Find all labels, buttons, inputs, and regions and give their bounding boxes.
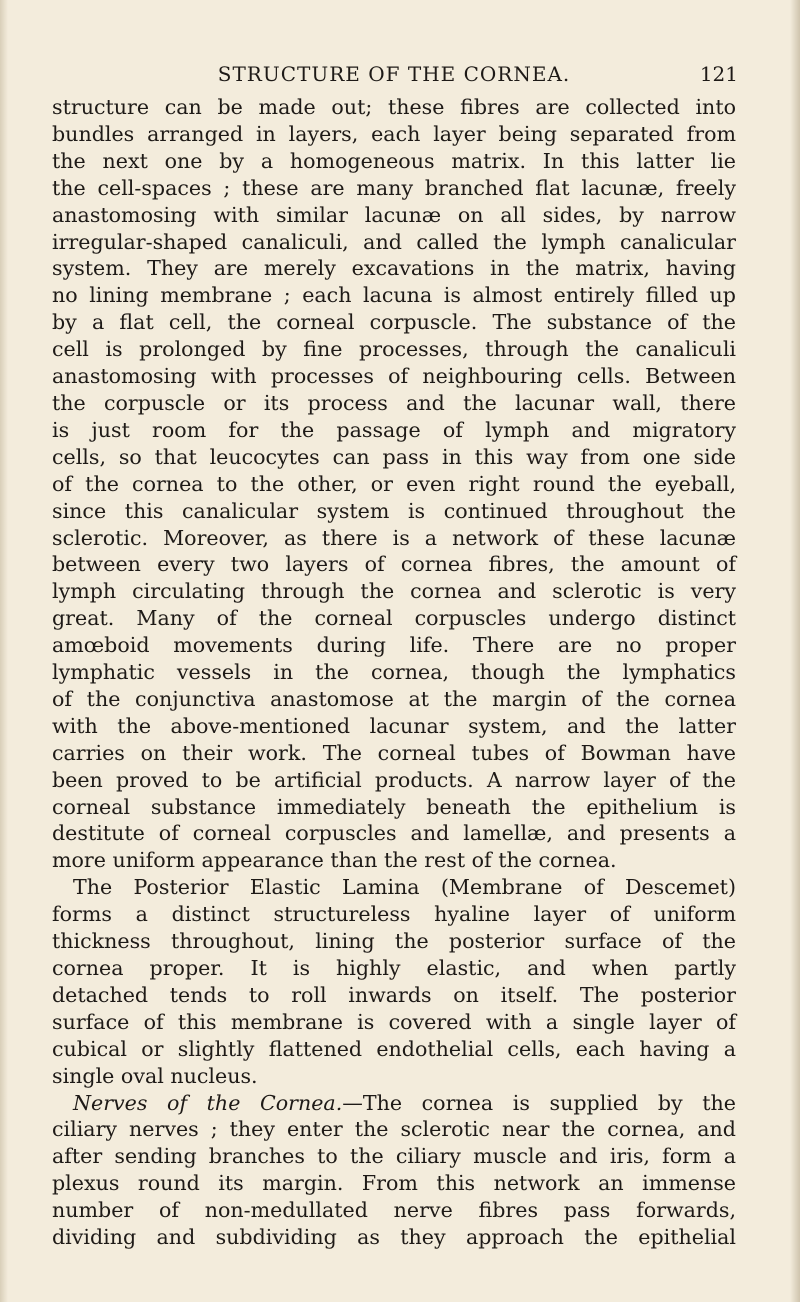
page-edge-right [790, 0, 800, 1302]
paragraph-line: The Posterior Elastic Lamina (Membrane of Descemet) [73, 875, 736, 900]
paragraph-line: by a flat cell, the corneal corpuscle. The substance of the [52, 310, 736, 335]
paragraph-line: plexus round its margin. From this network an immense [52, 1171, 736, 1196]
paragraph-line: cells, so that leucocytes can pass in this way from one side [52, 444, 736, 469]
paragraph-line: been proved to be artificial products. A narrow layer of the [52, 767, 736, 792]
page-edge-left [0, 0, 8, 1302]
paragraph-line: lymph circulating through the cornea and sclerotic is very [52, 579, 736, 604]
paragraph-line: irregular-shaped canaliculi, and called the lymph canalicular [52, 229, 736, 254]
page-number: 121 [699, 62, 738, 86]
paragraph-line: destitute of corneal corpuscles and lamellæ, and presents a [52, 821, 736, 846]
paragraph-line: detached tends to roll inwards on itself. The posterior [52, 982, 736, 1007]
paragraph-line: the cell-spaces ; these are many branched flat lacunæ, freely [52, 175, 736, 200]
paragraph-line: of the conjunctiva anastomose at the margin of the cornea [52, 686, 736, 711]
paragraph-line [52, 1090, 736, 1117]
paragraph-line: the next one by a homogeneous matrix. In this latter lie [52, 148, 736, 173]
paragraph-line: ciliary nerves ; they enter the sclerotic near the cornea, and [52, 1117, 736, 1142]
paragraph-line: lymphatic vessels in the cornea, though the lymphatics [52, 660, 736, 685]
paragraph-line: between every two layers of cornea fibres, the amount of [52, 552, 736, 577]
paragraph-line: system. They are merely excavations in the matrix, having [52, 256, 736, 281]
paragraph-line: the corpuscle or its process and the lacunar wall, there [52, 390, 736, 415]
paragraph-line: more uniform appearance than the rest of the cornea. [52, 848, 617, 873]
paragraph-line: of the cornea to the other, or even right round the eyeball, [52, 471, 736, 496]
page-header [50, 62, 738, 92]
paragraph-line: is just room for the passage of lymph and migratory [52, 417, 736, 442]
paragraph-line: anastomosing with similar lacunæ on all sides, by narrow [52, 202, 736, 227]
paragraph-line: thickness throughout, lining the posterior surface of the [52, 929, 736, 954]
paragraph-line: number of non-medullated nerve fibres pass forwards, [52, 1198, 736, 1223]
section-heading-italic: Nerves of the Cornea. [73, 1090, 343, 1115]
running-head: STRUCTURE OF THE CORNEA. [217, 62, 571, 86]
paragraph-line: forms a distinct structureless hyaline layer of uniform [52, 902, 736, 927]
paragraph-line: great. Many of the corneal corpuscles undergo distinct [52, 606, 736, 631]
paragraph-line: sclerotic. Moreover, as there is a network of these lacunæ [52, 525, 736, 550]
paragraph-line: after sending branches to the ciliary muscle and iris, form a [52, 1144, 736, 1169]
paragraph-line: surface of this membrane is covered with a single layer of [52, 1009, 736, 1034]
paragraph-line: carries on their work. The corneal tubes of Bowman have [52, 740, 736, 765]
paragraph-line: no lining membrane ; each lacuna is almost entirely filled up [52, 283, 736, 308]
paragraph-line: dividing and subdividing as they approach the epithelial [52, 1225, 736, 1250]
paragraph-line: amœboid movements during life. There are no proper [52, 633, 736, 658]
paragraph-line: structure can be made out; these fibres are collected into [52, 95, 736, 119]
body-text [52, 94, 736, 1251]
paragraph-line: bundles arranged in layers, each layer being separated from [52, 121, 736, 146]
paragraph-line: cornea proper. It is highly elastic, and when partly [52, 956, 736, 980]
paragraph-line: since this canalicular system is continued throughout the [52, 498, 736, 523]
paragraph-line: single oval nucleus. [52, 1063, 258, 1088]
paragraph-line: with the above-mentioned lacunar system, and the latter [52, 713, 736, 738]
paragraph-nerves-of-cornea [52, 1090, 736, 1251]
paragraph-line: cell is prolonged by fine processes, through the canaliculi [52, 337, 736, 362]
paragraph-line-rest: —The cornea is supplied by the [342, 1090, 736, 1115]
paragraph-lymph-canalicular-system [52, 94, 736, 874]
paragraph-line: cubical or slightly flattened endothelial cells, each having a [52, 1036, 736, 1061]
paragraph-line: corneal substance immediately beneath the epithelium is [52, 794, 736, 819]
paragraph-line: anastomosing with processes of neighbouring cells. Between [52, 364, 736, 389]
paragraph-posterior-elastic-lamina [52, 874, 736, 1089]
